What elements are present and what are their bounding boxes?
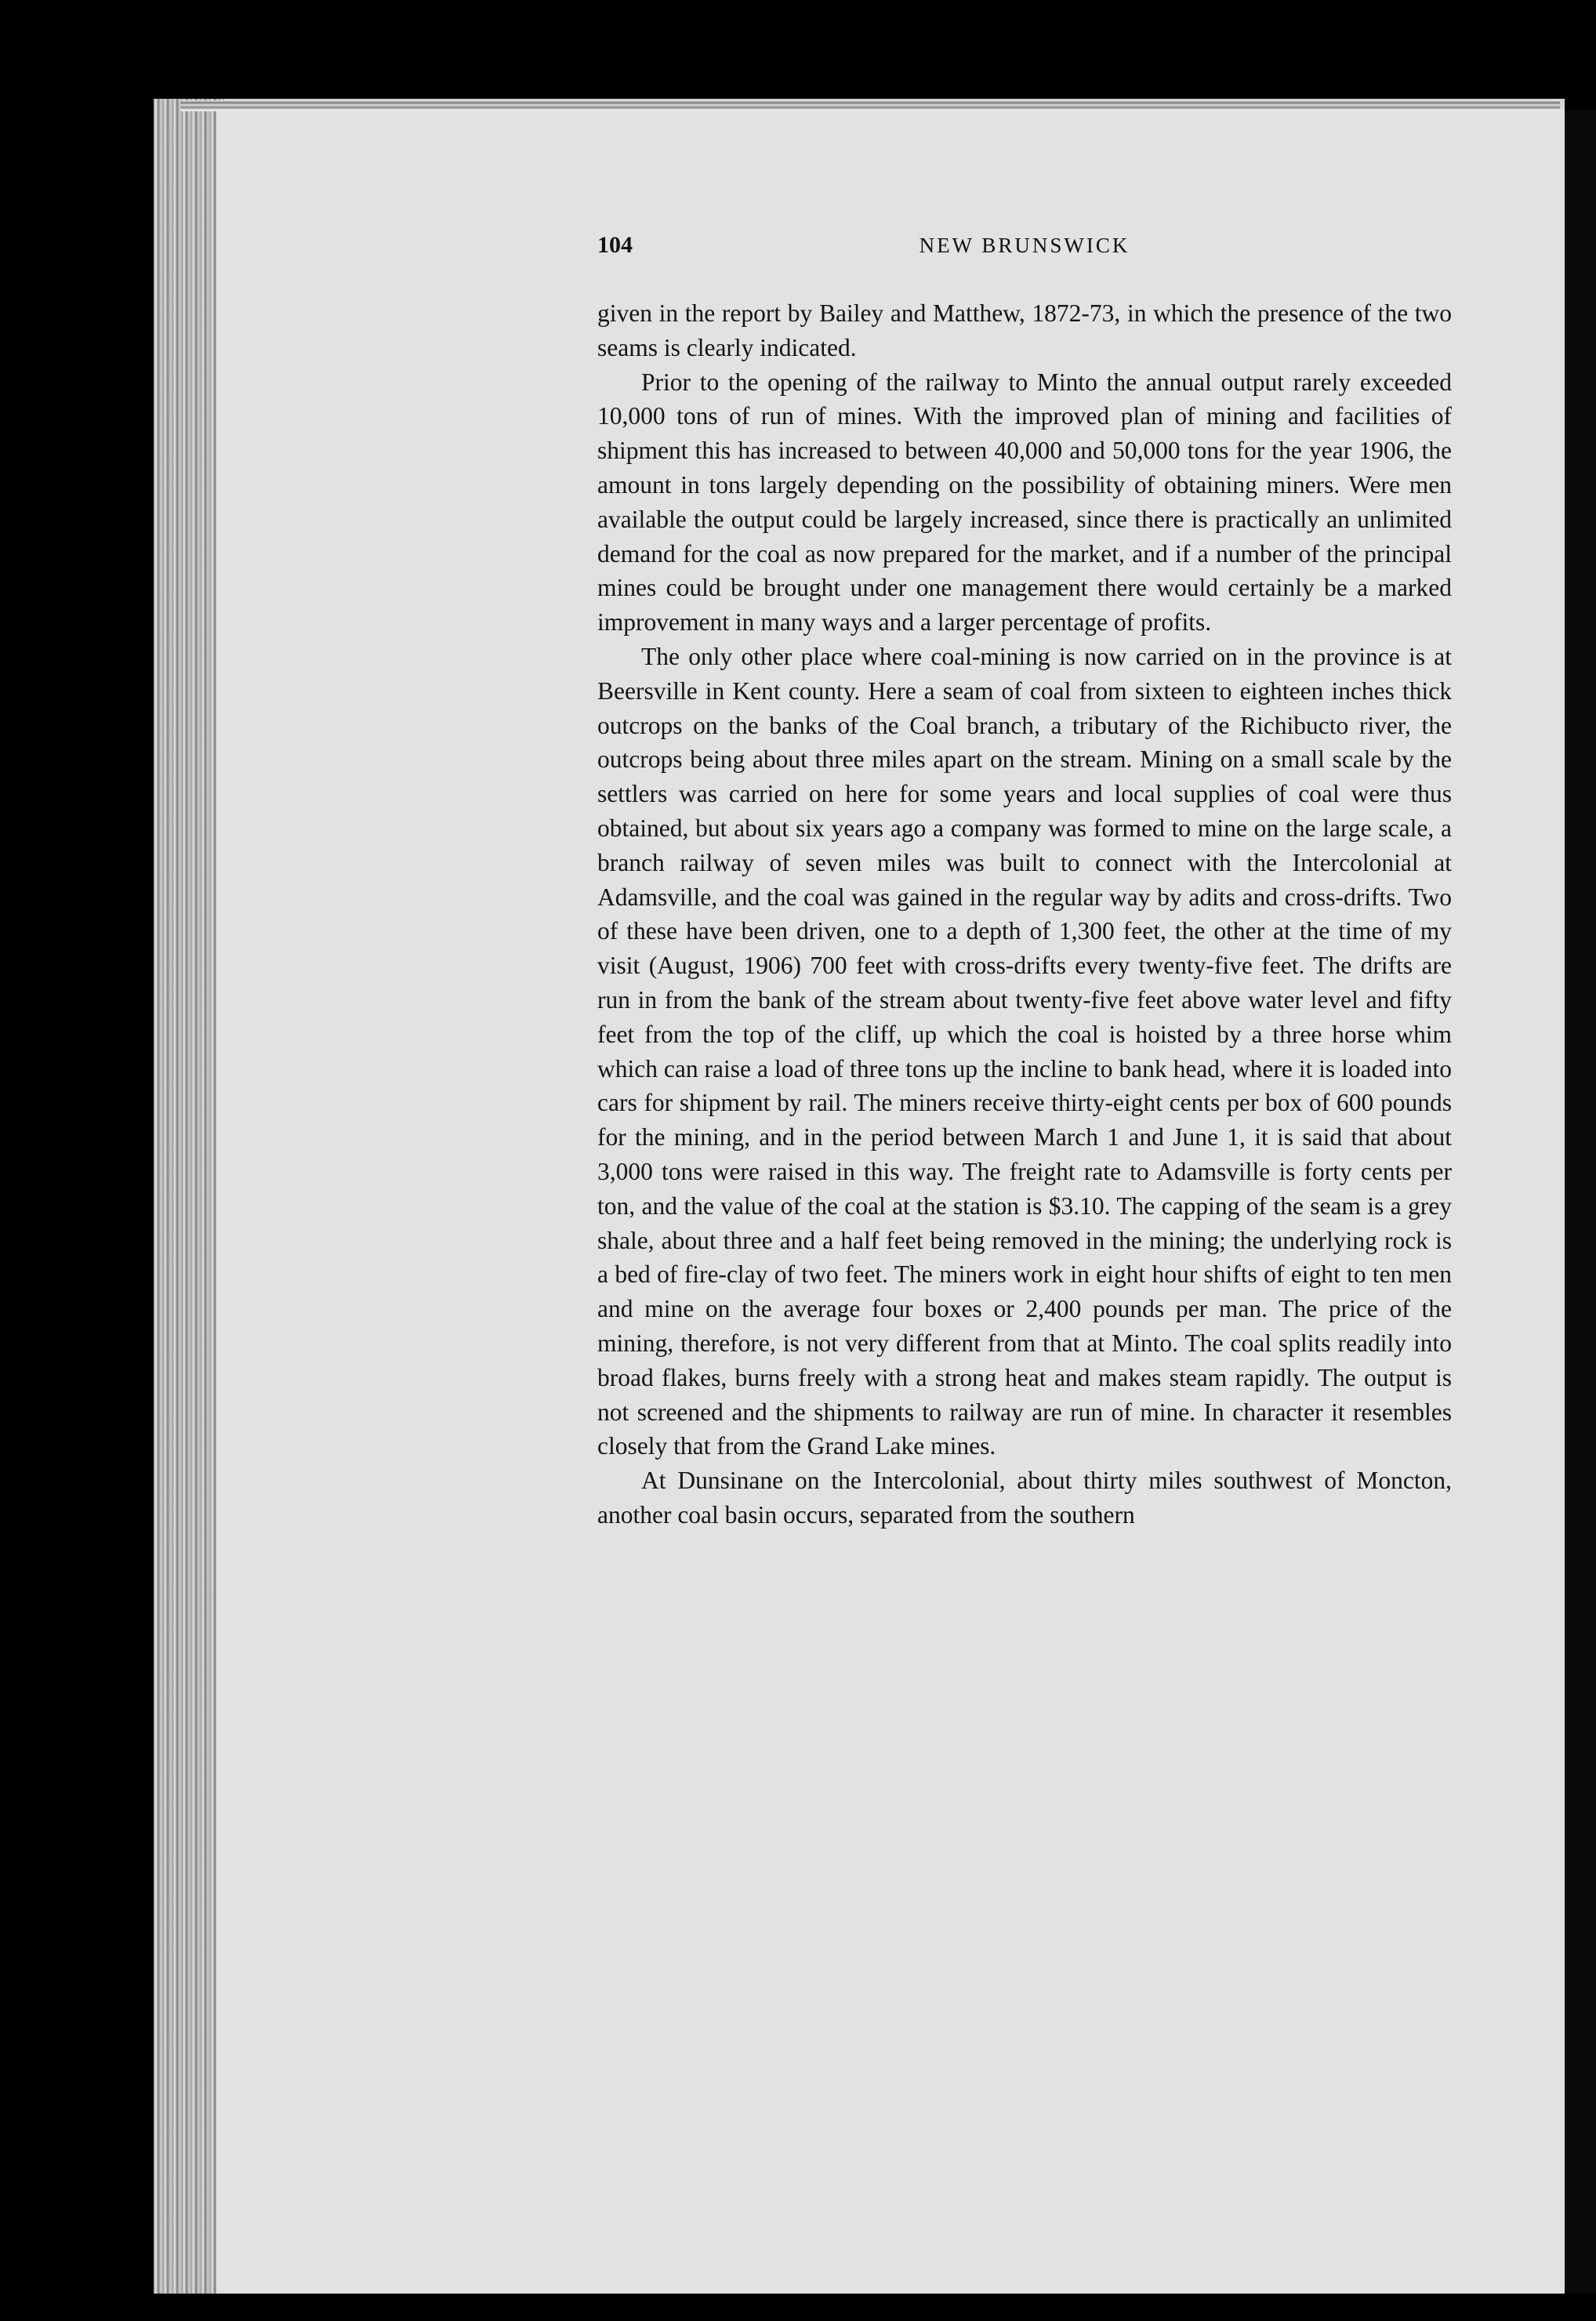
page-number: 104 bbox=[597, 232, 633, 258]
running-title: NEW BRUNSWICK bbox=[919, 234, 1130, 257]
book-spine bbox=[154, 99, 224, 2294]
body-text bbox=[597, 296, 1452, 1532]
page-top-edge bbox=[180, 100, 1560, 111]
paragraph-dunsinane: At Dunsinane on the Intercolonial, about thirty miles southwest of Moncton, another coal basin occurs, separated from the southern bbox=[597, 1467, 1452, 1529]
page-edge-shadow bbox=[1565, 110, 1596, 2294]
paragraph-minto-output: Prior to the opening of the railway to Minto the annual output rarely exceeded 10,000 tons of run of mines. With the improved plan of mining and facilities of shipment this has increased to between 40,000 and 50,000 tons for the year 1906, the amount in tons largely depending on the possibility of obtaining miners. Were men available the output could be largely increased, since there is practically an unlimited demand for the coal as now prepared for the market, and if a number of the principal mines could be brought under one management there would certainly be a marked improvement in many ways and a larger percentage of profits. bbox=[597, 368, 1452, 636]
paragraph-beersville: The only other place where coal-mining is now carried on in the province is at Beersville in Kent county. Here a seam of coal from sixteen to eighteen inches thick outcrops on the banks of the Coal branch, a tributary of the Richibucto river, the outcrops being about three miles apart on the stream. Mining on a small scale by the settlers was carried on here for some years and local supplies of coal were thus obtained, but about six years ago a company was formed to mine on the large scale, a branch railway of seven miles was built to connect with the Intercolonial at Adamsville, and the coal was gained in the regular way by adits and cross-drifts. Two of these have been driven, one to a depth of 1,300 feet, the other at the time of my visit (August, 1906) 700 feet with cross-drifts every twenty-five feet. The drifts are run in from the bank of the stream about twenty-five feet above water level and fifty feet from the top of the cliff, up which the coal is hoisted by a three horse whim which can raise a load of three tons up the incline to bank head, where it is loaded into cars for shipment by rail. The miners receive thirty-eight cents per box of 600 pounds for the mining, and in the period between March 1 and June 1, it is said that about 3,000 tons were raised in this way. The freight rate to Adamsville is forty cents per ton, and the value of the coal at the station is $3.10. The capping of the seam is a grey shale, about three and a half feet being removed in the mining; the underlying rock is a bed of fire-clay of two feet. The miners work in eight hour shifts of eight to ten men and mine on the average four boxes or 2,400 pounds per man. The price of the mining, therefore, is not very different from that at Minto. The coal splits readily into broad flakes, burns freely with a strong heat and makes steam rapidly. The output is not screened and the shipments to railway are run of mine. In character it resembles closely that from the Grand Lake mines. bbox=[597, 642, 1452, 1460]
page-header bbox=[597, 232, 1452, 267]
paragraph-continued: given in the report by Bailey and Matthew, 1872-73, in which the presence of the two seams is clearly indicated. bbox=[597, 299, 1452, 361]
